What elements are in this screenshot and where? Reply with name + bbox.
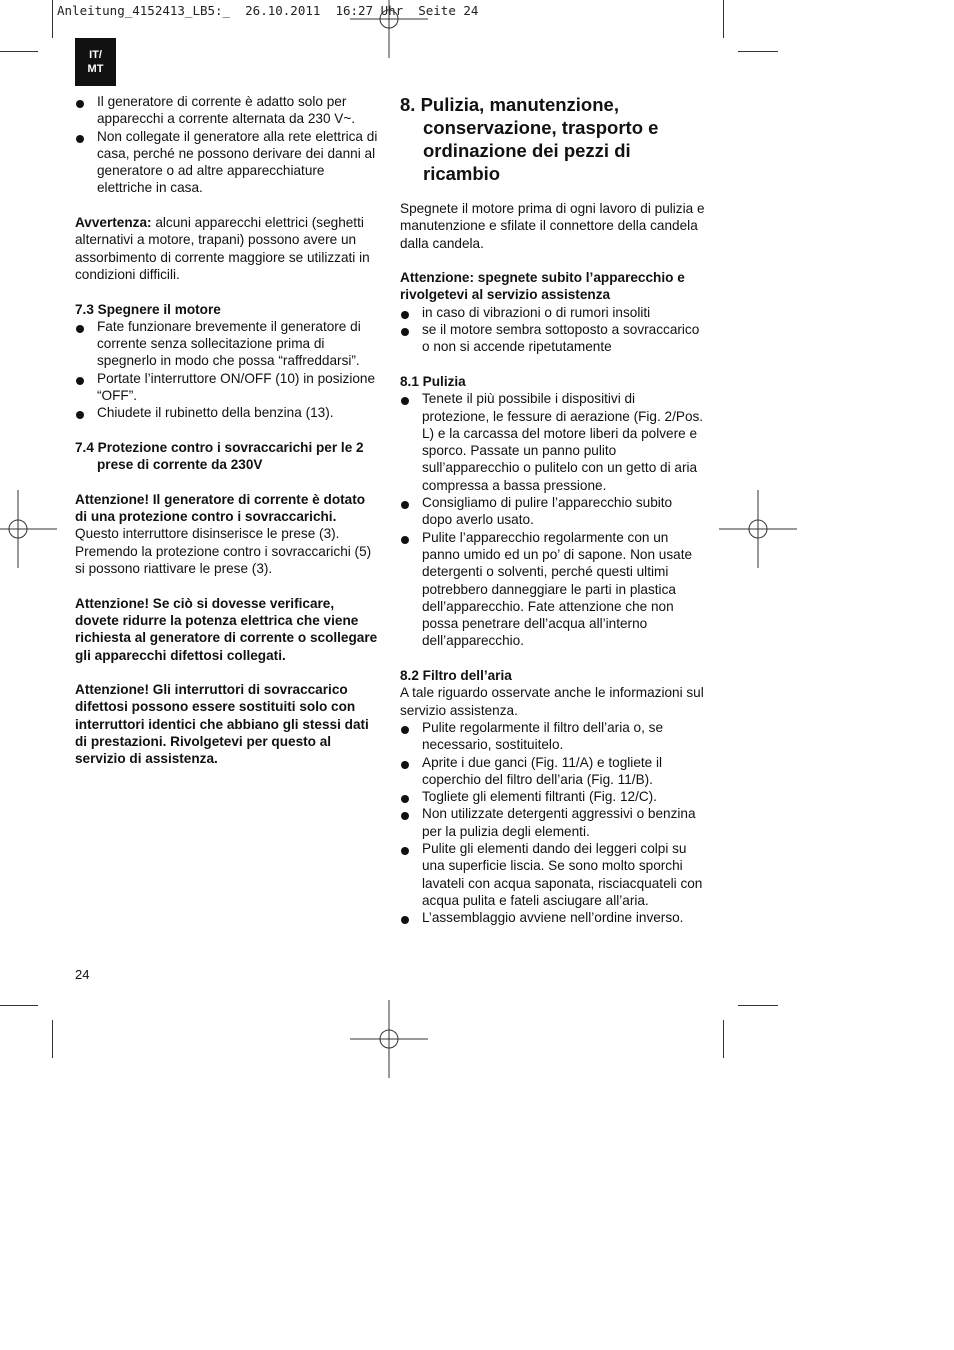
registration-mark-icon <box>350 0 428 58</box>
list-item: Fate funzionare brevemente il generatore di corrente senza sollecitazione prima di spegnerlo in modo che possa “raffreddarsi”. <box>75 318 380 370</box>
attention-heading: Attenzione! Il generatore di corrente è dotato di una protezione contro i sovraccarichi. <box>75 491 366 525</box>
page-number: 24 <box>75 967 90 982</box>
intro-paragraph: Spegnete il motore prima di ogni lavoro di pulizia e manutenzione e sfilate il connettore della candela dalla candela. <box>400 201 705 251</box>
list-item: Il generatore di corrente è adatto solo per apparecchi a corrente alternata da 230 V~. <box>75 93 380 128</box>
list-item: Togliete gli elementi filtranti (Fig. 12/C). <box>400 788 705 805</box>
crop-mark <box>723 0 724 38</box>
list-item: Non utilizzate detergenti aggressivi o benzina per la pulizia degli elementi. <box>400 805 705 840</box>
list-item: Non collegate il generatore alla rete elettrica di casa, perché ne possono derivare dei danni al generatore o ad altre apparecchiature elettriche in casa. <box>75 128 380 197</box>
crop-mark <box>52 0 53 38</box>
list-item: Pulite regolarmente il filtro dell’aria o, se necessario, sostituitelo. <box>400 719 705 754</box>
crop-mark <box>0 1005 38 1006</box>
crop-mark <box>52 1020 53 1058</box>
section-heading: 8.2 Filtro dell’aria <box>400 668 512 684</box>
language-badge-line: MT <box>87 63 104 75</box>
list-item: Pulite gli elementi dando dei leggeri colpi su una superficie liscia. Se sono molto sporchi lavateli con acqua saponata, risciacquateli con acqua pulita e fateli asciugare all’aria. <box>400 840 705 909</box>
list-item: Portate l’interruttore ON/OFF (10) in posizione “OFF”. <box>75 370 380 405</box>
crop-mark <box>738 51 778 52</box>
bullet-list <box>75 93 380 197</box>
right-column <box>400 93 705 926</box>
list-item: in caso di vibrazioni o di rumori insoliti <box>400 304 705 321</box>
bullet-list <box>75 318 380 422</box>
language-badge-line: IT/ <box>89 49 102 61</box>
body-paragraph: Questo interruttore disinserisce le prese (3). Premendo la protezione contro i sovraccarichi (5) si possono riattivare le prese (3). <box>75 526 372 577</box>
language-badge <box>75 38 116 86</box>
attention-heading: Attenzione: spegnete subito l’apparecchio e rivolgetevi al servizio assistenza <box>400 270 685 303</box>
list-item: Pulite l’apparecchio regolarmente con un panno umido ed un po’ di sapone. Non usate detergenti o solventi, perché questi ultimi potrebbero danneggiare le parti in plastica dell’apparecchio. Fate attenzione che non possa penetrare dell’acqua all’interno dell’apparecchio. <box>400 529 705 650</box>
crop-mark <box>0 51 38 52</box>
body-paragraph: A tale riguardo osservate anche le informazioni sul servizio assistenza. <box>400 685 704 718</box>
registration-mark-icon <box>0 490 57 568</box>
attention-paragraph: Attenzione! Se ciò si dovesse verificare, dovete ridurre la potenza elettrica che viene richiesta al generatore di corrente o scollegare gli apparecchi difettosi collegati. <box>75 595 378 663</box>
section-heading: 7.4 Protezione contro i sovraccarichi per le 2 prese di corrente da 230V <box>75 439 364 473</box>
attention-paragraph: Attenzione! Gli interruttori di sovraccarico difettosi possono essere sostituiti solo con interruttori identici che abbiano gli stessi dati di prestazioni. Rivolgetevi per questo al servizio di assistenza. <box>75 682 369 767</box>
crop-mark <box>738 1005 778 1006</box>
left-column <box>75 93 380 768</box>
list-item: Tenete il più possibile i dispositivi di protezione, le fessure di aerazione (Fig. 2/Pos. L) e la carcassa del motore liberi da polvere e sporco. Passate un panno pulito sull’apparecchio o pulitelo con un getto di aria compressa a bassa pressione. <box>400 390 705 494</box>
registration-mark-icon <box>350 1000 428 1078</box>
list-item: L’assemblaggio avviene nell’ordine inverso. <box>400 909 705 926</box>
print-header: Anleitung_4152413_LB5:_ 26.10.2011 16:27 Uhr Seite 24 <box>57 3 479 18</box>
section-heading: 7.3 Spegnere il motore <box>75 301 221 317</box>
chapter-title: 8. Pulizia, manutenzione, conservazione, trasporto e ordinazione dei pezzi di ricambio <box>400 94 659 184</box>
crop-mark <box>723 1020 724 1058</box>
warning-label: Avvertenza: <box>75 215 152 231</box>
warning-text: alcuni apparecchi elettrici (seghetti alternativi a motore, trapani) possono avere un assorbimento di corrente maggiore se utilizzati in condizioni difficili. <box>75 215 370 282</box>
bullet-list <box>400 304 705 356</box>
warning-paragraph <box>75 214 380 283</box>
section-heading: 8.1 Pulizia <box>400 373 466 389</box>
list-item: Chiudete il rubinetto della benzina (13). <box>75 404 380 421</box>
list-item: Aprite i due ganci (Fig. 11/A) e togliete il coperchio del filtro dell’aria (Fig. 11/B). <box>400 754 705 789</box>
list-item: se il motore sembra sottoposto a sovraccarico o non si accende ripetutamente <box>400 321 705 356</box>
registration-mark-icon <box>719 490 797 568</box>
bullet-list <box>400 390 705 649</box>
bullet-list <box>400 719 705 927</box>
list-item: Consigliamo di pulire l’apparecchio subito dopo averlo usato. <box>400 494 705 529</box>
